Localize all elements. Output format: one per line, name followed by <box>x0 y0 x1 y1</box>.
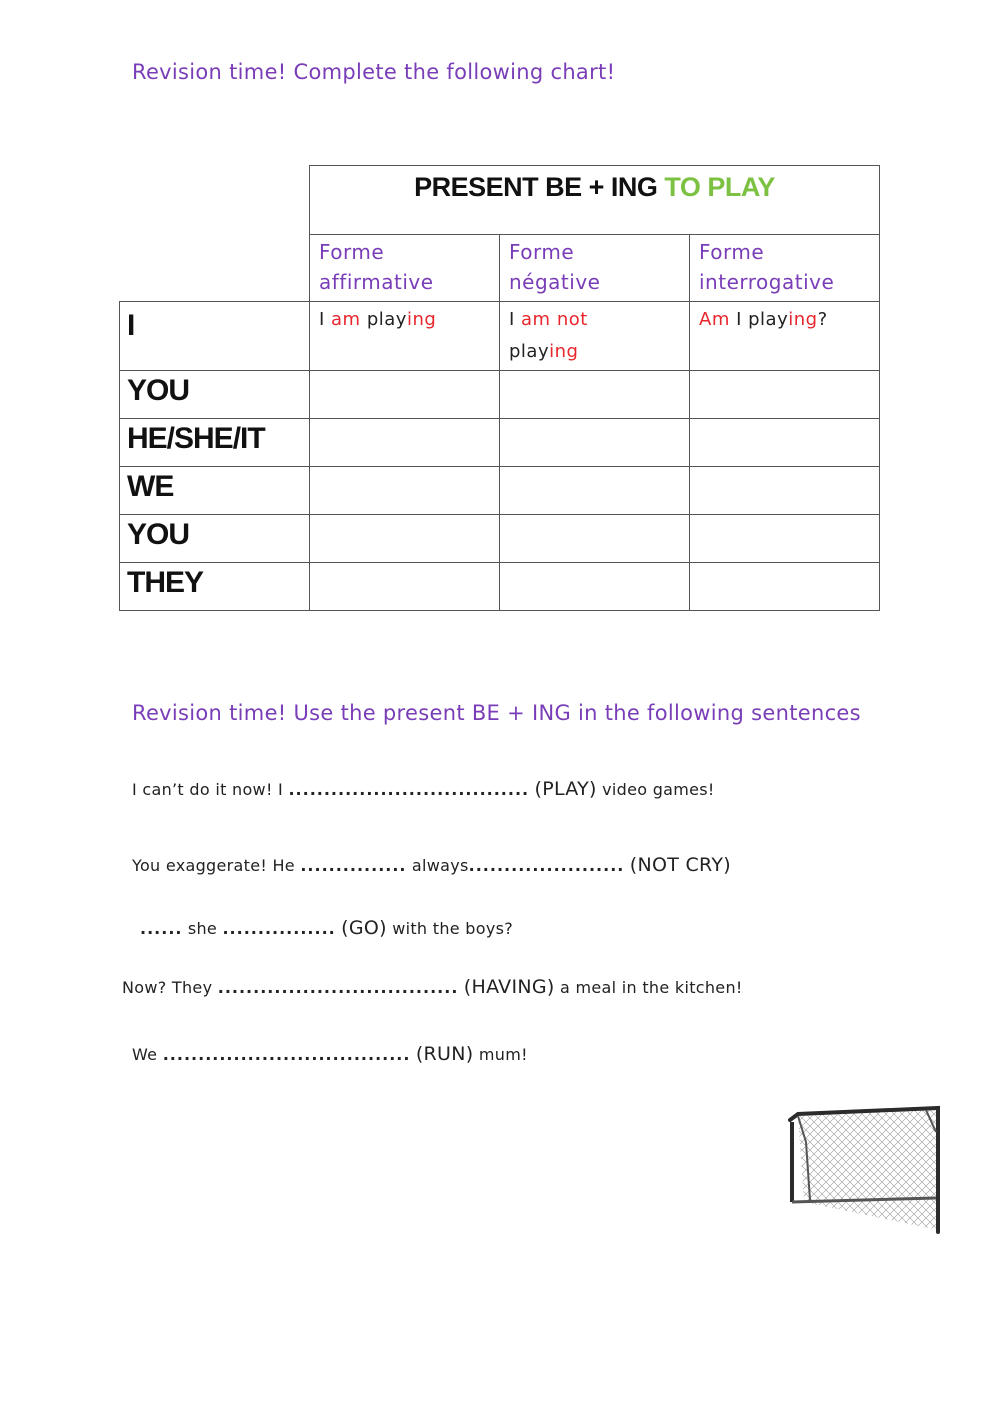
answer-cell[interactable] <box>309 418 500 467</box>
answer-blank[interactable]: ................ <box>222 919 336 938</box>
answer-cell[interactable] <box>689 370 880 419</box>
example-text-red: am <box>331 309 361 330</box>
column-header-line: Forme <box>319 240 385 264</box>
sentence-text: she <box>182 919 223 938</box>
verb-hint: (RUN) <box>415 1043 474 1065</box>
answer-cell[interactable] <box>689 514 880 563</box>
column-header-line: Forme <box>699 240 765 264</box>
example-interrogative <box>689 301 880 371</box>
sentence-text: You exaggerate! He <box>132 856 301 875</box>
answer-cell[interactable] <box>309 370 500 419</box>
sentence-text: Now? They <box>122 978 218 997</box>
answer-cell[interactable] <box>499 514 690 563</box>
answer-cell[interactable] <box>499 418 690 467</box>
example-text-red: Am <box>699 309 730 330</box>
example-text-red: ing <box>406 309 437 330</box>
verb-hint: (GO) <box>341 917 387 939</box>
sentence-text: with the boys? <box>386 919 514 938</box>
answer-blank[interactable]: ...................... <box>468 856 625 875</box>
sentence-text: We <box>132 1045 163 1064</box>
answer-cell[interactable] <box>689 466 880 515</box>
sentence-4 <box>122 976 743 998</box>
sentence-text: video games! <box>596 780 715 799</box>
answer-cell[interactable] <box>309 562 500 611</box>
example-text: I <box>509 309 522 330</box>
answer-blank[interactable]: .................................. <box>217 978 459 997</box>
answer-cell[interactable] <box>309 466 500 515</box>
column-header-line: négative <box>509 270 601 294</box>
column-header-line: interrogative <box>699 270 835 294</box>
sentence-1 <box>132 778 715 800</box>
example-negative <box>499 301 690 371</box>
answer-blank[interactable]: .................................. <box>288 780 530 799</box>
column-header-interrogative <box>689 234 880 302</box>
answer-cell[interactable] <box>499 466 690 515</box>
sentence-text: mum! <box>473 1045 528 1064</box>
answer-blank[interactable]: ...... <box>140 919 183 938</box>
column-header-line: Forme <box>509 240 575 264</box>
answer-cell[interactable] <box>499 562 690 611</box>
table-title-verb: TO PLAY <box>664 172 775 202</box>
answer-cell[interactable] <box>499 370 690 419</box>
column-header-negative <box>499 234 690 302</box>
example-text: play <box>509 341 550 362</box>
example-text: ? <box>817 309 828 330</box>
example-text-red: ing <box>788 309 818 330</box>
pronoun-cell: THEY <box>119 562 310 611</box>
example-affirmative <box>309 301 500 371</box>
pronoun-cell: HE/SHE/IT <box>119 418 310 467</box>
sentence-text: a meal in the kitchen! <box>554 978 743 997</box>
answer-cell[interactable] <box>309 514 500 563</box>
example-text-red: ing <box>549 341 579 362</box>
verb-hint: (HAVING) <box>463 976 555 998</box>
sentence-5 <box>132 1043 528 1065</box>
sentence-2 <box>132 854 731 876</box>
chart-heading: Revision time! Complete the following chart! <box>132 60 616 84</box>
answer-cell[interactable] <box>689 418 880 467</box>
pronoun-cell: WE <box>119 466 310 515</box>
answer-blank[interactable]: ................................... <box>162 1045 411 1064</box>
verb-hint: (NOT CRY) <box>629 854 731 876</box>
column-header-line: affirmative <box>319 270 434 294</box>
example-text-red: am not <box>521 309 588 330</box>
column-header-affirmative <box>309 234 500 302</box>
example-text: I <box>319 309 332 330</box>
verb-hint: (PLAY) <box>534 778 597 800</box>
soccer-goal-icon <box>786 1102 946 1237</box>
sentence-3 <box>140 917 513 939</box>
answer-blank[interactable]: ............... <box>300 856 407 875</box>
pronoun-cell: YOU <box>119 370 310 419</box>
table-title <box>309 165 880 235</box>
sentence-text: I can’t do it now! I <box>132 780 289 799</box>
pronoun-cell: YOU <box>119 514 310 563</box>
answer-cell[interactable] <box>689 562 880 611</box>
sentence-text: always <box>406 856 469 875</box>
pronoun-cell: I <box>119 301 310 371</box>
example-text: play <box>360 309 407 330</box>
table-title-main: PRESENT BE + ING <box>414 172 658 202</box>
example-text: I play <box>729 309 789 330</box>
sentences-heading: Revision time! Use the present BE + ING in the following sentences <box>132 701 861 725</box>
